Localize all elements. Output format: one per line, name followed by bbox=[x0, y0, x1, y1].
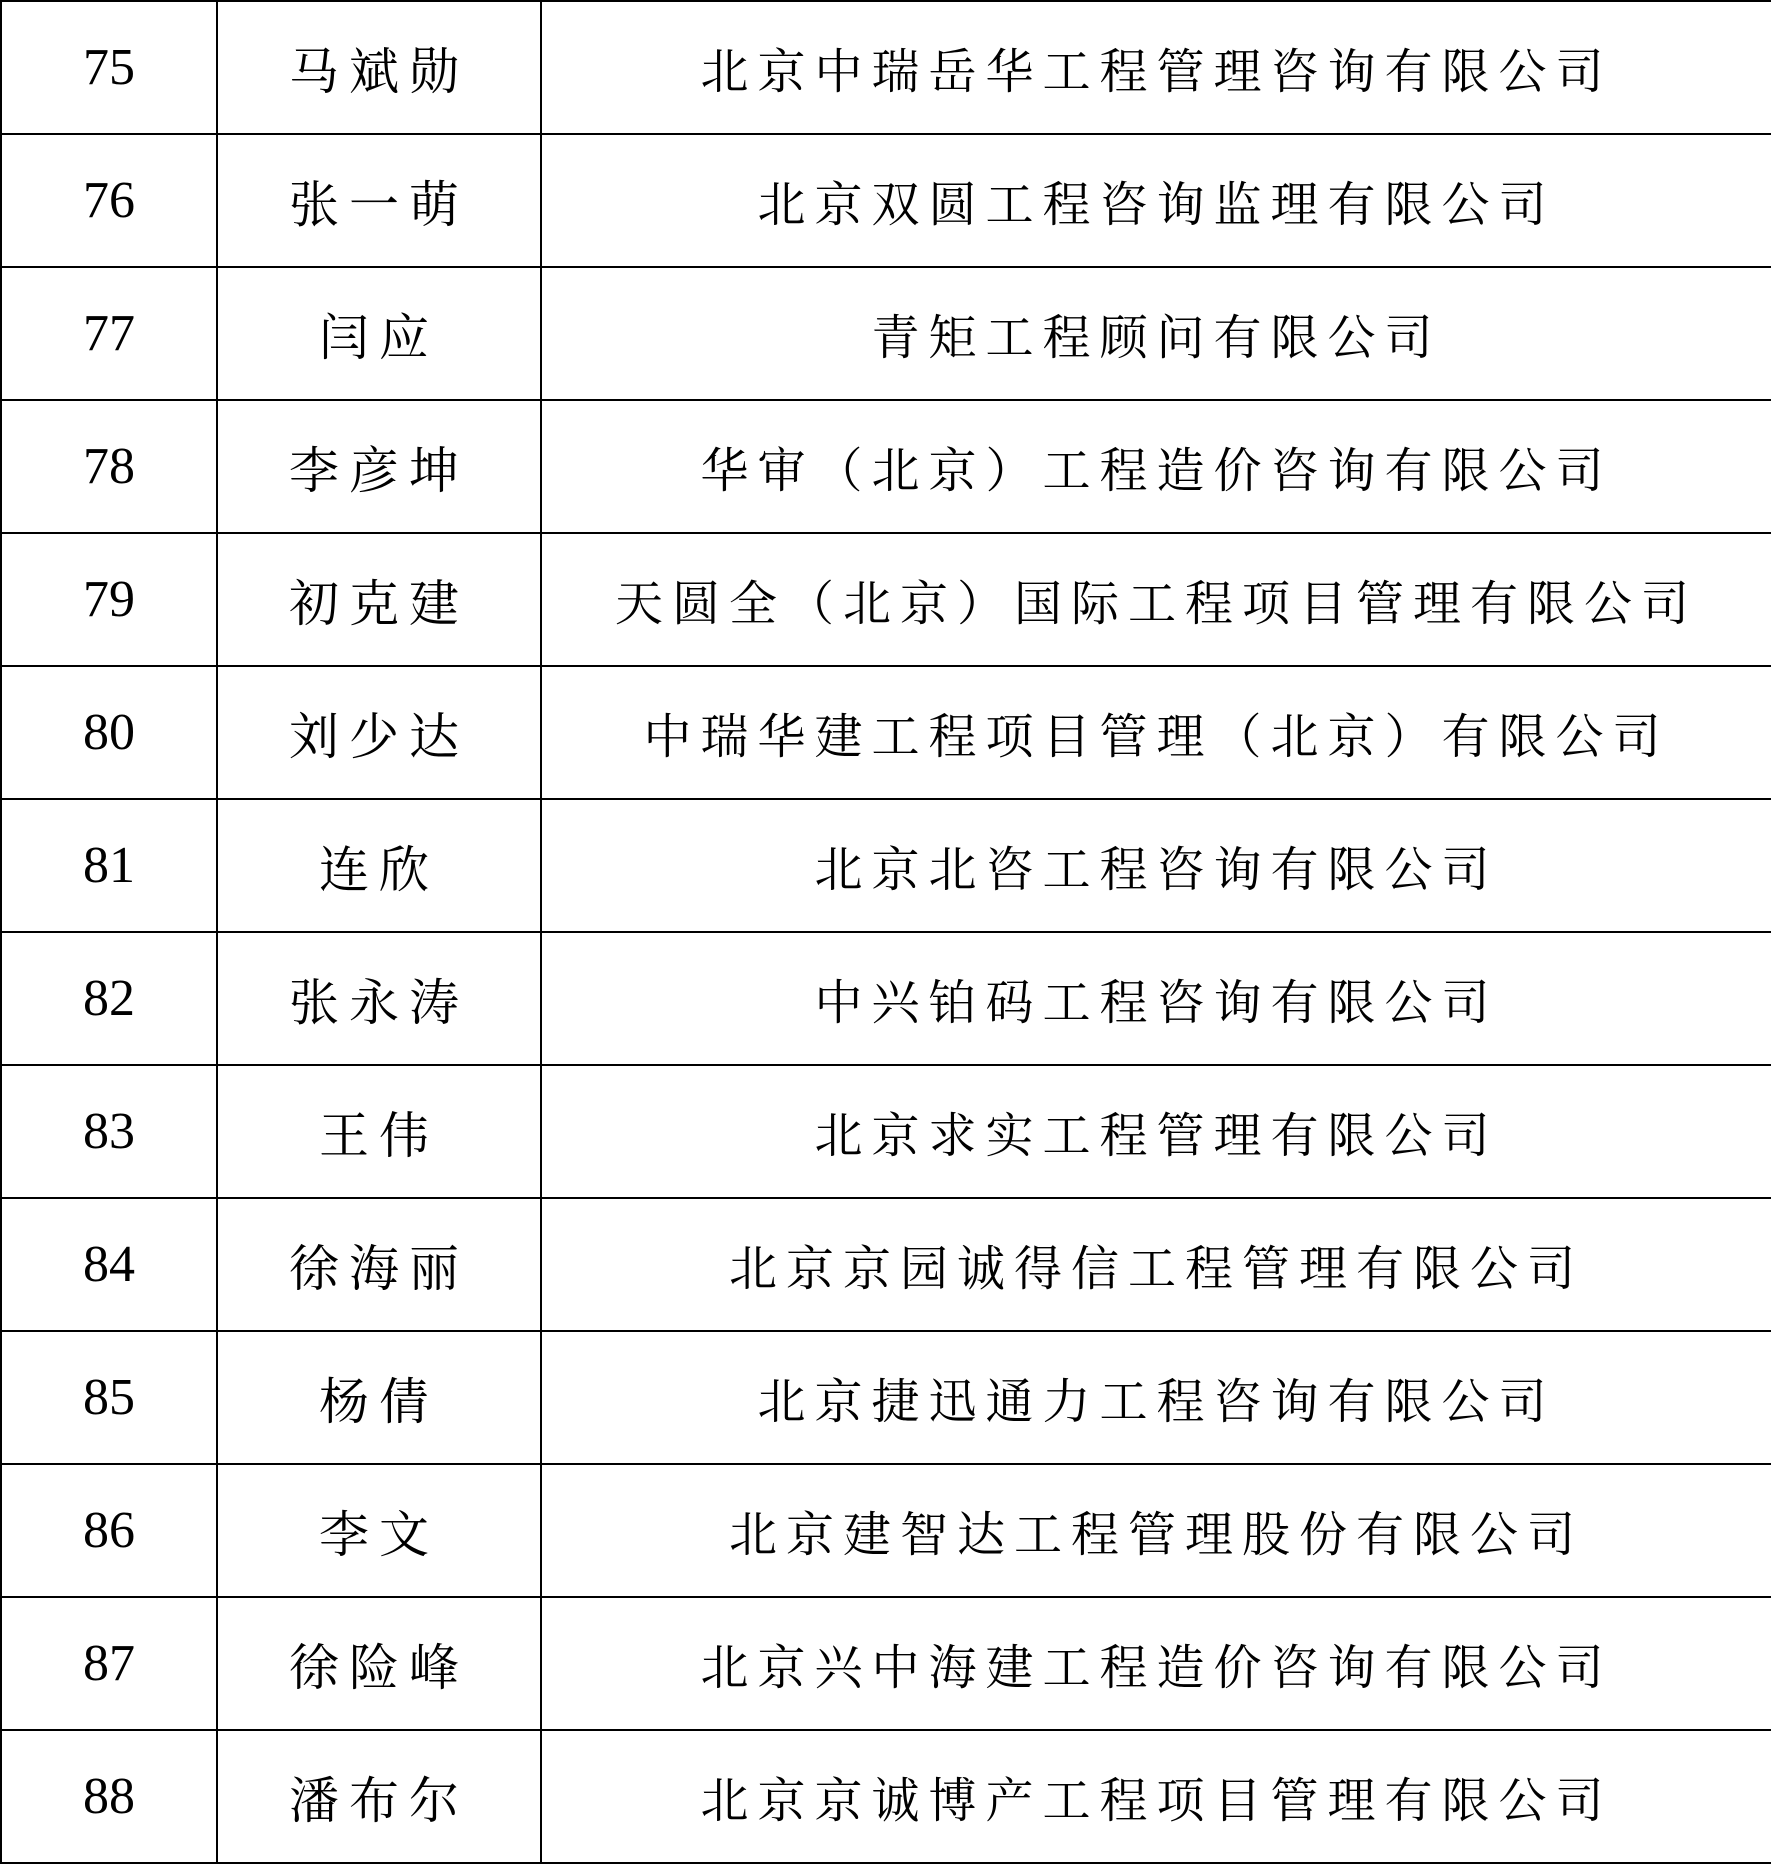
company-name: 北京捷迅通力工程咨询有限公司 bbox=[541, 1331, 1771, 1464]
company-name: 北京中瑞岳华工程管理咨询有限公司 bbox=[541, 1, 1771, 134]
row-number: 85 bbox=[1, 1331, 217, 1464]
person-name: 初克建 bbox=[217, 533, 541, 666]
row-number: 88 bbox=[1, 1730, 217, 1863]
person-name: 杨倩 bbox=[217, 1331, 541, 1464]
company-name: 中兴铂码工程咨询有限公司 bbox=[541, 932, 1771, 1065]
row-number: 76 bbox=[1, 134, 217, 267]
company-name: 北京京园诚得信工程管理有限公司 bbox=[541, 1198, 1771, 1331]
row-number: 80 bbox=[1, 666, 217, 799]
person-name: 潘布尔 bbox=[217, 1730, 541, 1863]
person-name: 王伟 bbox=[217, 1065, 541, 1198]
row-number: 86 bbox=[1, 1464, 217, 1597]
table-row bbox=[1, 1730, 1771, 1863]
table-row bbox=[1, 932, 1771, 1065]
table-row bbox=[1, 1331, 1771, 1464]
person-name: 马斌勋 bbox=[217, 1, 541, 134]
company-name: 华审（北京）工程造价咨询有限公司 bbox=[541, 400, 1771, 533]
row-number: 87 bbox=[1, 1597, 217, 1730]
company-name: 青矩工程顾问有限公司 bbox=[541, 267, 1771, 400]
row-number: 78 bbox=[1, 400, 217, 533]
row-number: 81 bbox=[1, 799, 217, 932]
row-number: 82 bbox=[1, 932, 217, 1065]
company-name: 北京建智达工程管理股份有限公司 bbox=[541, 1464, 1771, 1597]
row-number: 75 bbox=[1, 1, 217, 134]
table-row bbox=[1, 267, 1771, 400]
table-row bbox=[1, 1198, 1771, 1331]
table-row bbox=[1, 1, 1771, 134]
table-row bbox=[1, 533, 1771, 666]
table-row bbox=[1, 666, 1771, 799]
table-row bbox=[1, 1597, 1771, 1730]
company-name: 北京求实工程管理有限公司 bbox=[541, 1065, 1771, 1198]
company-name: 天圆全（北京）国际工程项目管理有限公司 bbox=[541, 533, 1771, 666]
person-name: 徐险峰 bbox=[217, 1597, 541, 1730]
company-name: 北京北咨工程咨询有限公司 bbox=[541, 799, 1771, 932]
person-name: 张永涛 bbox=[217, 932, 541, 1065]
person-name: 闫应 bbox=[217, 267, 541, 400]
company-name: 北京京诚博产工程项目管理有限公司 bbox=[541, 1730, 1771, 1863]
row-number: 83 bbox=[1, 1065, 217, 1198]
row-number: 84 bbox=[1, 1198, 217, 1331]
person-name: 李文 bbox=[217, 1464, 541, 1597]
company-name: 中瑞华建工程项目管理（北京）有限公司 bbox=[541, 666, 1771, 799]
person-name: 李彦坤 bbox=[217, 400, 541, 533]
table-row bbox=[1, 400, 1771, 533]
person-name: 张一萌 bbox=[217, 134, 541, 267]
company-name: 北京双圆工程咨询监理有限公司 bbox=[541, 134, 1771, 267]
row-number: 79 bbox=[1, 533, 217, 666]
table-row bbox=[1, 1065, 1771, 1198]
person-name: 连欣 bbox=[217, 799, 541, 932]
person-name: 刘少达 bbox=[217, 666, 541, 799]
person-name: 徐海丽 bbox=[217, 1198, 541, 1331]
table-row bbox=[1, 134, 1771, 267]
table-row bbox=[1, 799, 1771, 932]
table-row bbox=[1, 1464, 1771, 1597]
company-name: 北京兴中海建工程造价咨询有限公司 bbox=[541, 1597, 1771, 1730]
row-number: 77 bbox=[1, 267, 217, 400]
